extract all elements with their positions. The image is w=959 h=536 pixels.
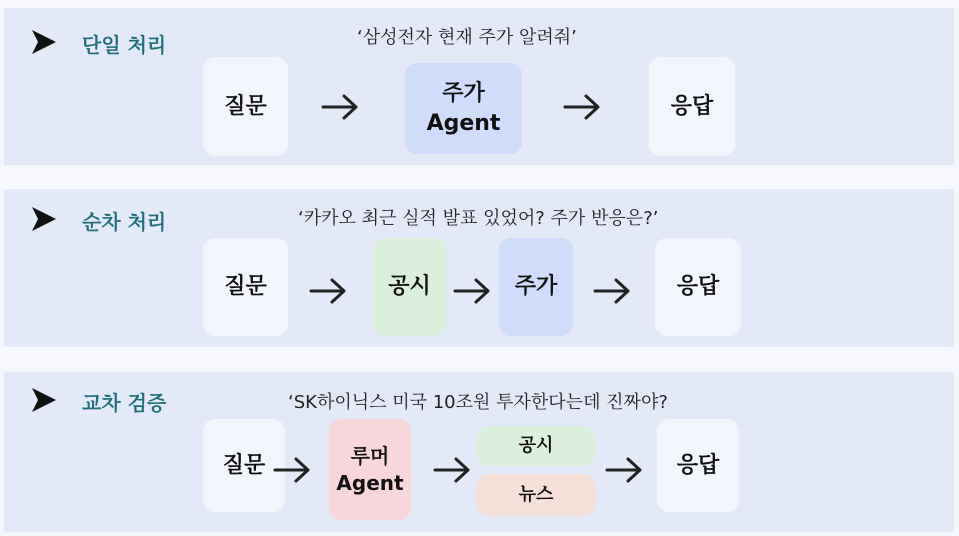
row-sequential-title: 순차 처리: [82, 210, 167, 234]
question-box: 질문: [203, 238, 288, 336]
arrow-right-icon: [308, 277, 348, 305]
stock-box: 주가: [499, 238, 573, 336]
response-box: 응답: [657, 419, 739, 512]
question-box: 질문: [203, 57, 288, 156]
response-box: 응답: [655, 238, 741, 336]
arrow-right-icon: [452, 277, 492, 305]
response-box: 응답: [649, 57, 735, 156]
row-single-query: ‘삼성전자 현재 주가 알려줘’: [357, 27, 577, 48]
news-box: 뉴스: [476, 474, 596, 516]
arrow-right-icon: [432, 456, 472, 484]
arrow-right-icon: [320, 93, 360, 121]
row-cross-check-query: ‘SK하이닉스 미국 10조원 투자한다는데 진짜야?: [288, 392, 668, 413]
stock-agent-box: 주가 Agent: [405, 63, 522, 154]
arrow-right-icon: [604, 456, 644, 484]
arrow-right-icon: [592, 277, 632, 305]
row-sequential-query: ‘카카오 최근 실적 발표 있었어? 주가 반응은?’: [298, 208, 659, 229]
disclosure-box: 공시: [373, 238, 446, 336]
row-cross-check-title: 교차 검증: [82, 391, 167, 415]
row-single-title: 단일 처리: [82, 33, 167, 57]
arrow-right-icon: [272, 456, 312, 484]
play-icon: [30, 386, 58, 414]
play-icon: [30, 205, 58, 233]
disclosure-box: 공시: [476, 426, 596, 466]
question-box: 질문: [203, 419, 285, 512]
arrow-right-icon: [562, 93, 602, 121]
rumor-agent-box: 루머 Agent: [329, 419, 411, 520]
play-icon: [30, 28, 58, 56]
